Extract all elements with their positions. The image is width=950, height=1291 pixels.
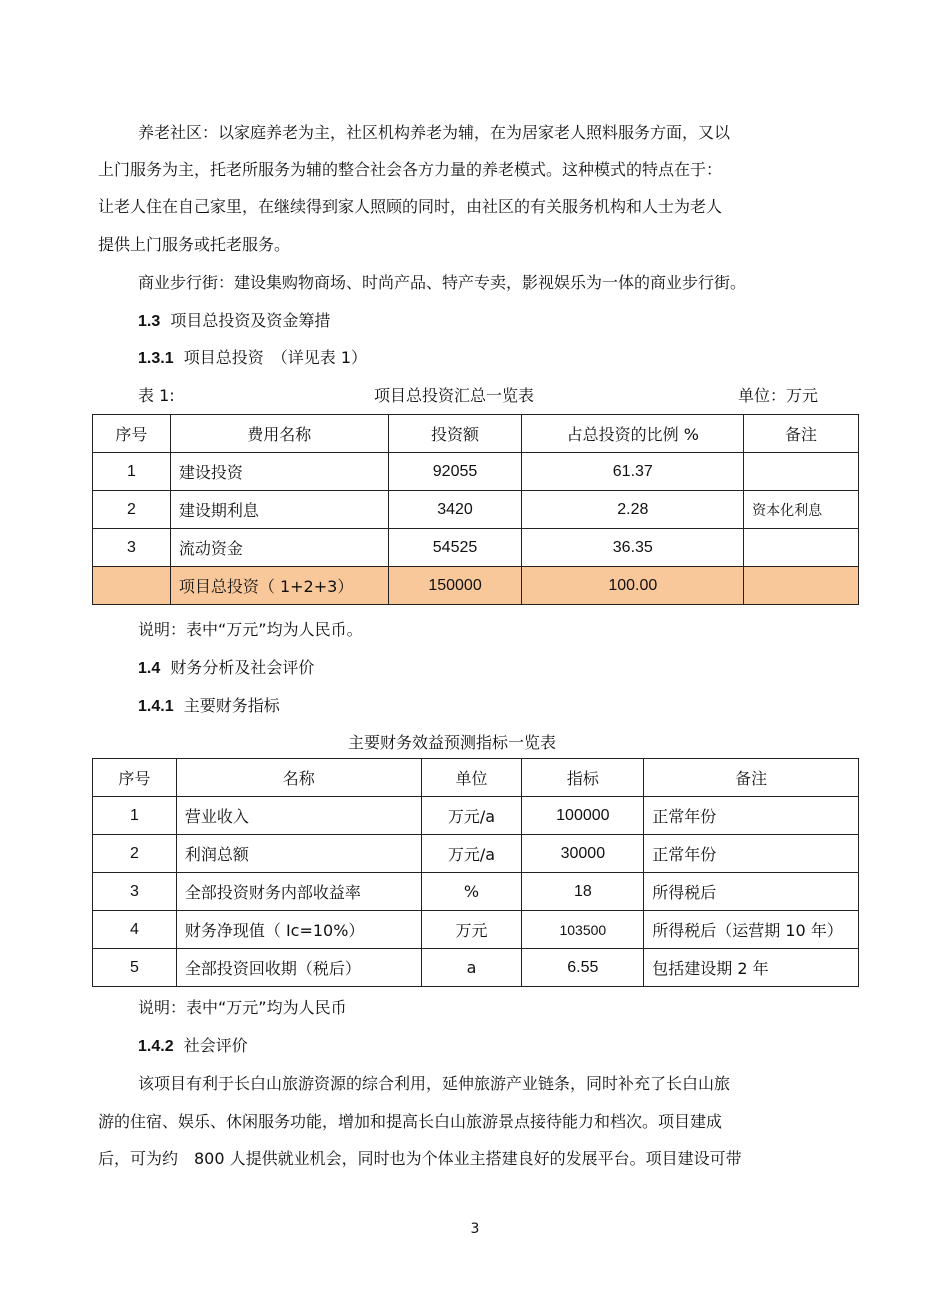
note1: 说明：表中“万元”均为人民币。 — [138, 620, 363, 639]
table-header-cell: 序号 — [93, 759, 177, 797]
table-cell: 100000 — [522, 797, 644, 835]
heading-1-4-1 — [138, 693, 280, 716]
table-cell: 30000 — [522, 835, 644, 873]
investment-table — [92, 414, 859, 605]
table-cell: 万元/a — [421, 797, 522, 835]
table-cell: 建设投资 — [170, 453, 388, 491]
heading-1-4-text: 财务分析及社会评价 — [170, 658, 315, 677]
heading-1-4-2 — [138, 1033, 248, 1056]
table-cell: 全部投资财务内部收益率 — [176, 873, 421, 911]
table-header-cell: 名称 — [176, 759, 421, 797]
table-row — [93, 491, 859, 529]
table-cell: 2.28 — [522, 491, 744, 529]
table-cell: 54525 — [388, 529, 522, 567]
table-cell: 所得税后 — [644, 873, 859, 911]
table-header-cell: 投资额 — [388, 415, 522, 453]
table-cell: 61.37 — [522, 453, 744, 491]
table-header-cell: 备注 — [744, 415, 859, 453]
table-cell: 包括建设期 2 年 — [644, 949, 859, 987]
table1-unit: 单位：万元 — [738, 386, 819, 405]
table-cell: 建设期利息 — [170, 491, 388, 529]
table1-label: 表 1: — [138, 386, 175, 405]
table-cell: 正常年份 — [644, 835, 859, 873]
financial-indicator-table — [92, 758, 859, 987]
table-cell: % — [421, 873, 522, 911]
para1-line2: 上门服务为主，托老所服务为辅的整合社会各方力量的养老模式。这种模式的特点在于： — [98, 160, 723, 179]
table-cell: 103500 — [522, 911, 644, 949]
table-cell — [744, 453, 859, 491]
table-row — [93, 911, 859, 949]
table-cell: 3420 — [388, 491, 522, 529]
para1-line4: 提供上门服务或托老服务。 — [98, 235, 291, 254]
table-header-cell: 费用名称 — [170, 415, 388, 453]
table-row — [93, 797, 859, 835]
table-header-cell: 序号 — [93, 415, 171, 453]
heading-1-4-2-num: 1.4.2 — [138, 1038, 174, 1055]
table-cell: 正常年份 — [644, 797, 859, 835]
para2: 商业步行街：建设集购物商场、时尚产品、特产专卖，影视娱乐为一体的商业步行街。 — [138, 273, 747, 292]
table-cell: 1 — [93, 453, 171, 491]
table-cell: 3 — [93, 529, 171, 567]
table-header-cell: 备注 — [644, 759, 859, 797]
table-row — [93, 835, 859, 873]
table-cell: 万元/a — [421, 835, 522, 873]
table-cell — [744, 529, 859, 567]
table-cell: 92055 — [388, 453, 522, 491]
para3-line3: 后，可为约 800 人提供就业机会，同时也为个体业主搭建良好的发展平台。项目建设可带 — [98, 1149, 742, 1168]
table-cell: 资本化利息 — [744, 491, 859, 529]
table-cell: 财务净现值（ Ic=10%） — [176, 911, 421, 949]
heading-1-4 — [138, 655, 314, 678]
table-cell: 4 — [93, 911, 177, 949]
table-cell: 3 — [93, 873, 177, 911]
note2: 说明：表中“万元”均为人民币 — [138, 998, 347, 1017]
heading-1-4-1-num: 1.4.1 — [138, 698, 174, 715]
table-cell: 5 — [93, 949, 177, 987]
table-cell: 6.55 — [522, 949, 644, 987]
table-cell: 100.00 — [522, 567, 744, 605]
table-header-cell: 单位 — [421, 759, 522, 797]
heading-1-3-1 — [138, 345, 367, 368]
table-cell: 150000 — [388, 567, 522, 605]
table-cell — [744, 567, 859, 605]
table-header-row — [93, 415, 859, 453]
table-row — [93, 873, 859, 911]
heading-1-3 — [138, 308, 330, 331]
table-row — [93, 453, 859, 491]
heading-1-4-1-text: 主要财务指标 — [183, 696, 280, 715]
total-row — [93, 567, 859, 605]
heading-1-4-2-text: 社会评价 — [183, 1036, 248, 1055]
para3-line1: 该项目有利于长白山旅游资源的综合利用，延伸旅游产业链条，同时补充了长白山旅 — [138, 1074, 731, 1093]
para1-line1: 养老社区：以家庭养老为主，社区机构养老为辅，在为居家老人照料服务方面，又以 — [138, 123, 731, 142]
para1-line3: 让老人住在自己家里，在继续得到家人照顾的同时，由社区的有关服务机构和人士为老人 — [98, 197, 723, 216]
heading-1-3-1-num: 1.3.1 — [138, 350, 174, 367]
page-number: 3 — [470, 1221, 480, 1237]
table-cell: a — [421, 949, 522, 987]
table-cell: 所得税后（运营期 10 年） — [644, 911, 859, 949]
para3-line2: 游的住宿、娱乐、休闲服务功能，增加和提高长白山旅游景点接待能力和档次。项目建成 — [98, 1112, 723, 1131]
table-cell: 流动资金 — [170, 529, 388, 567]
table-cell: 18 — [522, 873, 644, 911]
table-cell: 36.35 — [522, 529, 744, 567]
table1-title: 项目总投资汇总一览表 — [374, 386, 535, 405]
table-header-cell: 指标 — [522, 759, 644, 797]
table-cell: 万元 — [421, 911, 522, 949]
table-cell: 利润总额 — [176, 835, 421, 873]
table-cell: 2 — [93, 491, 171, 529]
heading-1-3-1-text: 项目总投资 （详见表 1） — [183, 348, 368, 367]
table-cell: 项目总投资（ 1+2+3） — [170, 567, 388, 605]
table-cell: 2 — [93, 835, 177, 873]
table-cell: 全部投资回收期（税后） — [176, 949, 421, 987]
table-cell: 1 — [93, 797, 177, 835]
table-header-row — [93, 759, 859, 797]
table2-title: 主要财务效益预测指标一览表 — [348, 733, 557, 752]
heading-1-4-num: 1.4 — [138, 660, 161, 677]
heading-1-3-text: 项目总投资及资金筹措 — [170, 311, 331, 330]
table-cell: 营业收入 — [176, 797, 421, 835]
table-cell — [93, 567, 171, 605]
table-row — [93, 529, 859, 567]
table-header-cell: 占总投资的比例 % — [522, 415, 744, 453]
table-row — [93, 949, 859, 987]
heading-1-3-num: 1.3 — [138, 313, 161, 330]
